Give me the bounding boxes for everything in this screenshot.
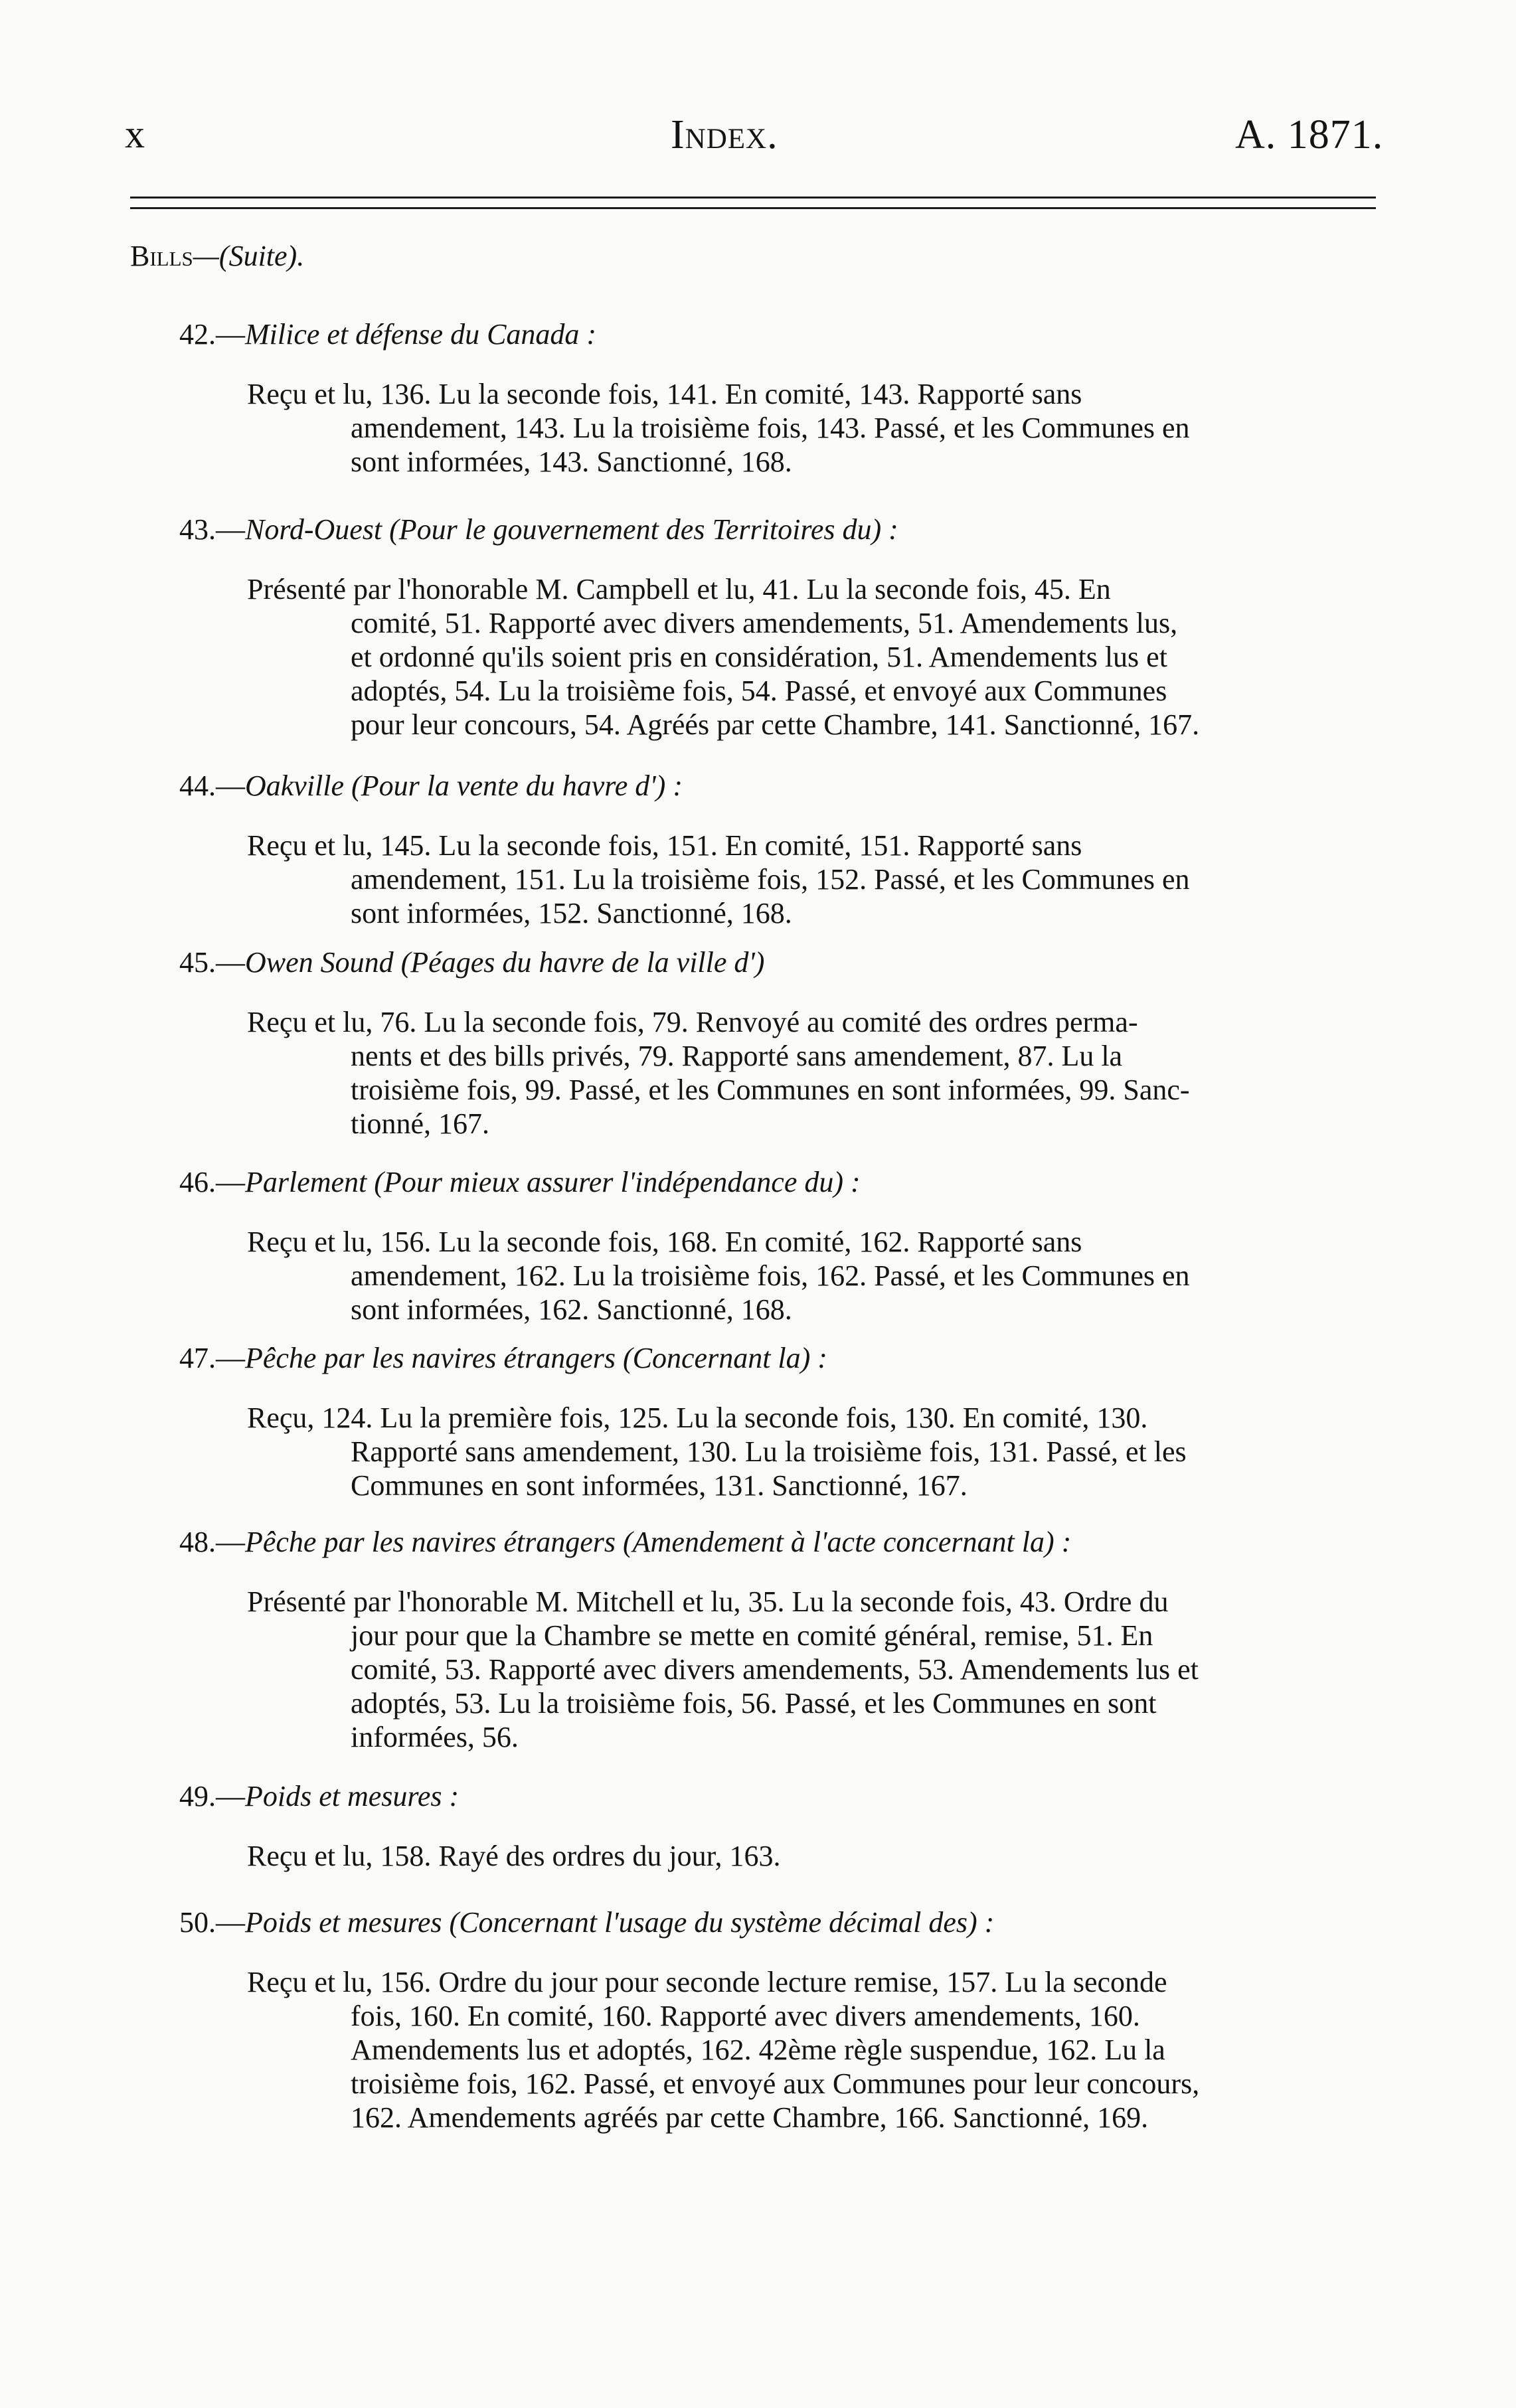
- entry-line: jour pour que la Chambre se mette en comité général, remise, 51. En: [351, 1619, 1153, 1652]
- entry-body: [247, 829, 1389, 930]
- entry-title: [179, 1525, 1071, 1559]
- entry-number: 47.—: [179, 1342, 245, 1374]
- entry-title: [179, 1779, 459, 1813]
- entry-body: [247, 1225, 1389, 1326]
- entry-line: Communes en sont informées, 131. Sanctionné, 167.: [351, 1469, 968, 1502]
- entry-line: sont informées, 162. Sanctionné, 168.: [351, 1293, 792, 1326]
- entry-title-text: Pêche par les navires étrangers (Amendement à l'acte concernant la) :: [245, 1526, 1072, 1558]
- entry-title-text: Milice et défense du Canada :: [245, 318, 597, 351]
- entry-number: 49.—: [179, 1780, 245, 1812]
- entry-number: 48.—: [179, 1526, 245, 1558]
- entry-line: sont informées, 152. Sanctionné, 168.: [351, 897, 792, 929]
- entry-line: amendement, 162. Lu la troisième fois, 162. Passé, et les Communes en: [351, 1259, 1190, 1292]
- entry-number: 50.—: [179, 1906, 245, 1939]
- entry-line: sont informées, 143. Sanctionné, 168.: [351, 445, 792, 478]
- entry-title-text: Oakville (Pour la vente du havre d') :: [245, 769, 683, 802]
- entry-body: [247, 377, 1389, 479]
- entry-line: Présenté par l'honorable M. Campbell et lu, 41. Lu la seconde fois, 45. En: [247, 573, 1111, 605]
- entry-title: [179, 513, 898, 546]
- entry-line: Reçu et lu, 136. Lu la seconde fois, 141. En comité, 143. Rapporté sans: [247, 378, 1082, 410]
- entry-line: troisième fois, 162. Passé, et envoyé aux Communes pour leur concours,: [351, 2067, 1200, 2100]
- entry-number: 42.—: [179, 318, 245, 351]
- entry-number: 45.—: [179, 946, 245, 979]
- entry-body: [247, 1585, 1389, 1754]
- entry-title-text: Pêche par les navires étrangers (Concernant la) :: [245, 1342, 827, 1374]
- entry-body: [247, 1401, 1389, 1502]
- entry-line: amendement, 143. Lu la troisième fois, 143. Passé, et les Communes en: [351, 412, 1190, 444]
- entry-title-text: Nord-Ouest (Pour le gouvernement des Territoires du) :: [245, 513, 898, 546]
- entry-line: Reçu et lu, 158. Rayé des ordres du jour, 163.: [247, 1840, 781, 1872]
- entry-title-text: Parlement (Pour mieux assurer l'indépendance du) :: [245, 1166, 861, 1198]
- entry-line: Présenté par l'honorable M. Mitchell et lu, 35. Lu la seconde fois, 43. Ordre du: [247, 1585, 1169, 1618]
- entry-number: 44.—: [179, 769, 245, 802]
- entry-line: Reçu et lu, 76. Lu la seconde fois, 79. Renvoyé au comité des ordres perma-: [247, 1006, 1138, 1038]
- entry-line: fois, 160. En comité, 160. Rapporté avec divers amendements, 160.: [351, 2000, 1140, 2032]
- entry-title-text: Poids et mesures (Concernant l'usage du système décimal des) :: [245, 1906, 995, 1939]
- page-year: A. 1871.: [1235, 112, 1384, 157]
- entry-line: Reçu, 124. Lu la première fois, 125. Lu la seconde fois, 130. En comité, 130.: [247, 1402, 1148, 1434]
- entry-line: et ordonné qu'ils soient pris en considération, 51. Amendements lus et: [351, 641, 1167, 673]
- section-suffix: —(Suite).: [193, 240, 305, 272]
- entry-body: [247, 572, 1389, 742]
- entry-title: [179, 945, 764, 979]
- page-title: Index.: [671, 112, 778, 157]
- entry-line: Amendements lus et adoptés, 162. 42ème règle suspendue, 162. Lu la: [351, 2034, 1165, 2066]
- entry-line: Reçu et lu, 156. Ordre du jour pour seconde lecture remise, 157. Lu la seconde: [247, 1966, 1167, 1998]
- entry-line: amendement, 151. Lu la troisième fois, 152. Passé, et les Communes en: [351, 863, 1190, 896]
- entry-body: [247, 1005, 1389, 1141]
- entry-line: 162. Amendements agréés par cette Chambre, 166. Sanctionné, 169.: [351, 2101, 1149, 2134]
- entry-title: [179, 1341, 827, 1375]
- entry-line: pour leur concours, 54. Agréés par cette Chambre, 141. Sanctionné, 167.: [351, 708, 1200, 741]
- entry-title: [179, 1165, 861, 1199]
- entry-title: [179, 317, 596, 351]
- entry-line: nents et des bills privés, 79. Rapporté sans amendement, 87. Lu la: [351, 1040, 1123, 1072]
- section-label: Bills: [130, 240, 193, 272]
- entry-line: troisième fois, 99. Passé, et les Communes en sont informées, 99. Sanc-: [351, 1074, 1190, 1106]
- entry-title: [179, 769, 683, 803]
- entry-line: Rapporté sans amendement, 130. Lu la troisième fois, 131. Passé, et les: [351, 1435, 1187, 1468]
- entry-number: 43.—: [179, 513, 245, 546]
- entry-body: [247, 1839, 1389, 1873]
- header-rule-top: [130, 197, 1376, 199]
- entry-line: tionné, 167.: [351, 1107, 489, 1140]
- entry-line: adoptés, 53. Lu la troisième fois, 56. Passé, et les Communes en sont: [351, 1687, 1157, 1720]
- entry-line: informées, 56.: [351, 1721, 519, 1753]
- entry-title: [179, 1905, 994, 1939]
- entry-line: comité, 51. Rapporté avec divers amendements, 51. Amendements lus,: [351, 607, 1178, 639]
- page-number: x: [125, 112, 145, 156]
- entry-title-text: Owen Sound (Péages du havre de la ville d'): [245, 946, 765, 979]
- entry-line: Reçu et lu, 156. Lu la seconde fois, 168. En comité, 162. Rapporté sans: [247, 1226, 1082, 1258]
- entry-number: 46.—: [179, 1166, 245, 1198]
- section-heading: [130, 239, 304, 273]
- entry-line: Reçu et lu, 145. Lu la seconde fois, 151. En comité, 151. Rapporté sans: [247, 829, 1082, 862]
- entry-body: [247, 1965, 1389, 2134]
- entry-line: adoptés, 54. Lu la troisième fois, 54. Passé, et envoyé aux Communes: [351, 675, 1167, 707]
- entry-title-text: Poids et mesures :: [245, 1780, 460, 1812]
- entry-line: comité, 53. Rapporté avec divers amendements, 53. Amendements lus et: [351, 1653, 1199, 1686]
- header-rule-bottom: [130, 207, 1376, 209]
